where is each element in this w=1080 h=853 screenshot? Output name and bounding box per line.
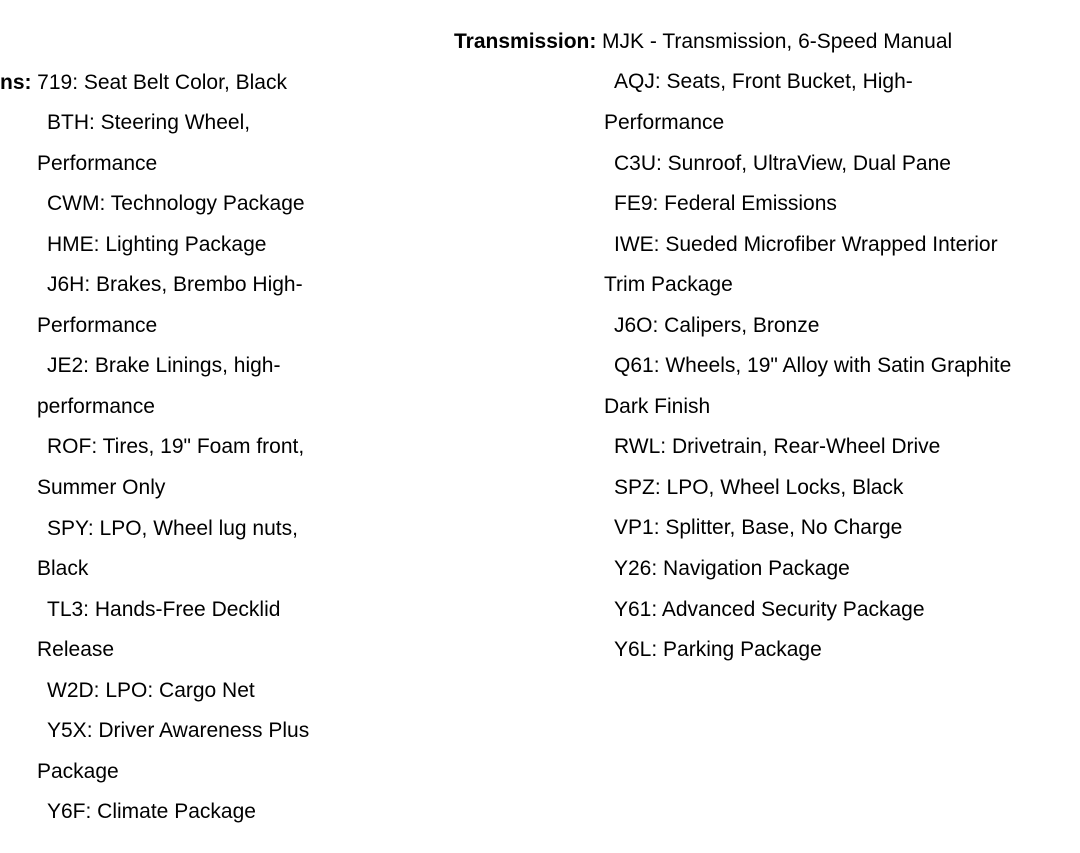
option-line: VP1: Splitter, Base, No Charge	[614, 516, 903, 540]
option-line: AQJ: Seats, Front Bucket, High-	[614, 70, 913, 94]
option-line: RWL: Drivetrain, Rear-Wheel Drive	[614, 435, 941, 459]
option-line: Dark Finish	[604, 394, 711, 418]
option-line: J6H: Brakes, Brembo High-	[47, 273, 303, 297]
option-line: C3U: Sunroof, UltraView, Dual Pane	[614, 151, 951, 175]
option-line: Release	[37, 638, 115, 662]
option-line: IWE: Sueded Microfiber Wrapped Interior	[614, 232, 998, 256]
option-line: ROF: Tires, 19" Foam front,	[47, 435, 305, 459]
option-line: J6O: Calipers, Bronze	[614, 313, 820, 337]
option-line: Black	[37, 557, 89, 581]
options-column	[0, 63, 445, 833]
option-line: FE9: Federal Emissions	[614, 192, 837, 216]
option-line: Performance	[37, 151, 158, 175]
option-line: Performance	[604, 110, 725, 134]
option-line: Performance	[37, 313, 158, 337]
option-line: Trim Package	[604, 273, 733, 297]
option-line: Summer Only	[37, 475, 166, 499]
option-line: Package	[37, 759, 119, 783]
option-line: CWM: Technology Package	[47, 192, 305, 216]
option-line: performance	[37, 394, 155, 418]
transmission-label: Transmission:	[454, 29, 597, 53]
option-line: HME: Lighting Package	[47, 232, 267, 256]
option-line: TL3: Hands-Free Decklid	[47, 597, 281, 621]
option-line: SPY: LPO, Wheel lug nuts,	[47, 516, 298, 540]
option-line: W2D: LPO: Cargo Net	[47, 678, 255, 702]
option-line: SPZ: LPO, Wheel Locks, Black	[614, 475, 904, 499]
transmission-options-list	[454, 62, 1080, 670]
option-line: JE2: Brake Linings, high-	[47, 354, 281, 378]
options-list	[0, 103, 445, 833]
options-first-item: 719: Seat Belt Color, Black	[37, 70, 287, 94]
transmission-value: MJK - Transmission, 6-Speed Manual	[602, 29, 953, 53]
option-line: Q61: Wheels, 19" Alloy with Satin Graphite	[614, 354, 1012, 378]
option-line: Y6L: Parking Package	[614, 638, 822, 662]
options-label: ns:	[0, 70, 32, 94]
transmission-column	[454, 22, 1080, 671]
option-line: Y5X: Driver Awareness Plus	[47, 719, 310, 743]
transmission-label-line	[454, 22, 1080, 63]
option-line: BTH: Steering Wheel,	[47, 111, 251, 135]
option-line: Y6F: Climate Package	[47, 800, 256, 824]
option-line: Y26: Navigation Package	[614, 557, 850, 580]
option-line: Y61: Advanced Security Package	[614, 597, 925, 621]
options-label-line	[0, 63, 445, 104]
